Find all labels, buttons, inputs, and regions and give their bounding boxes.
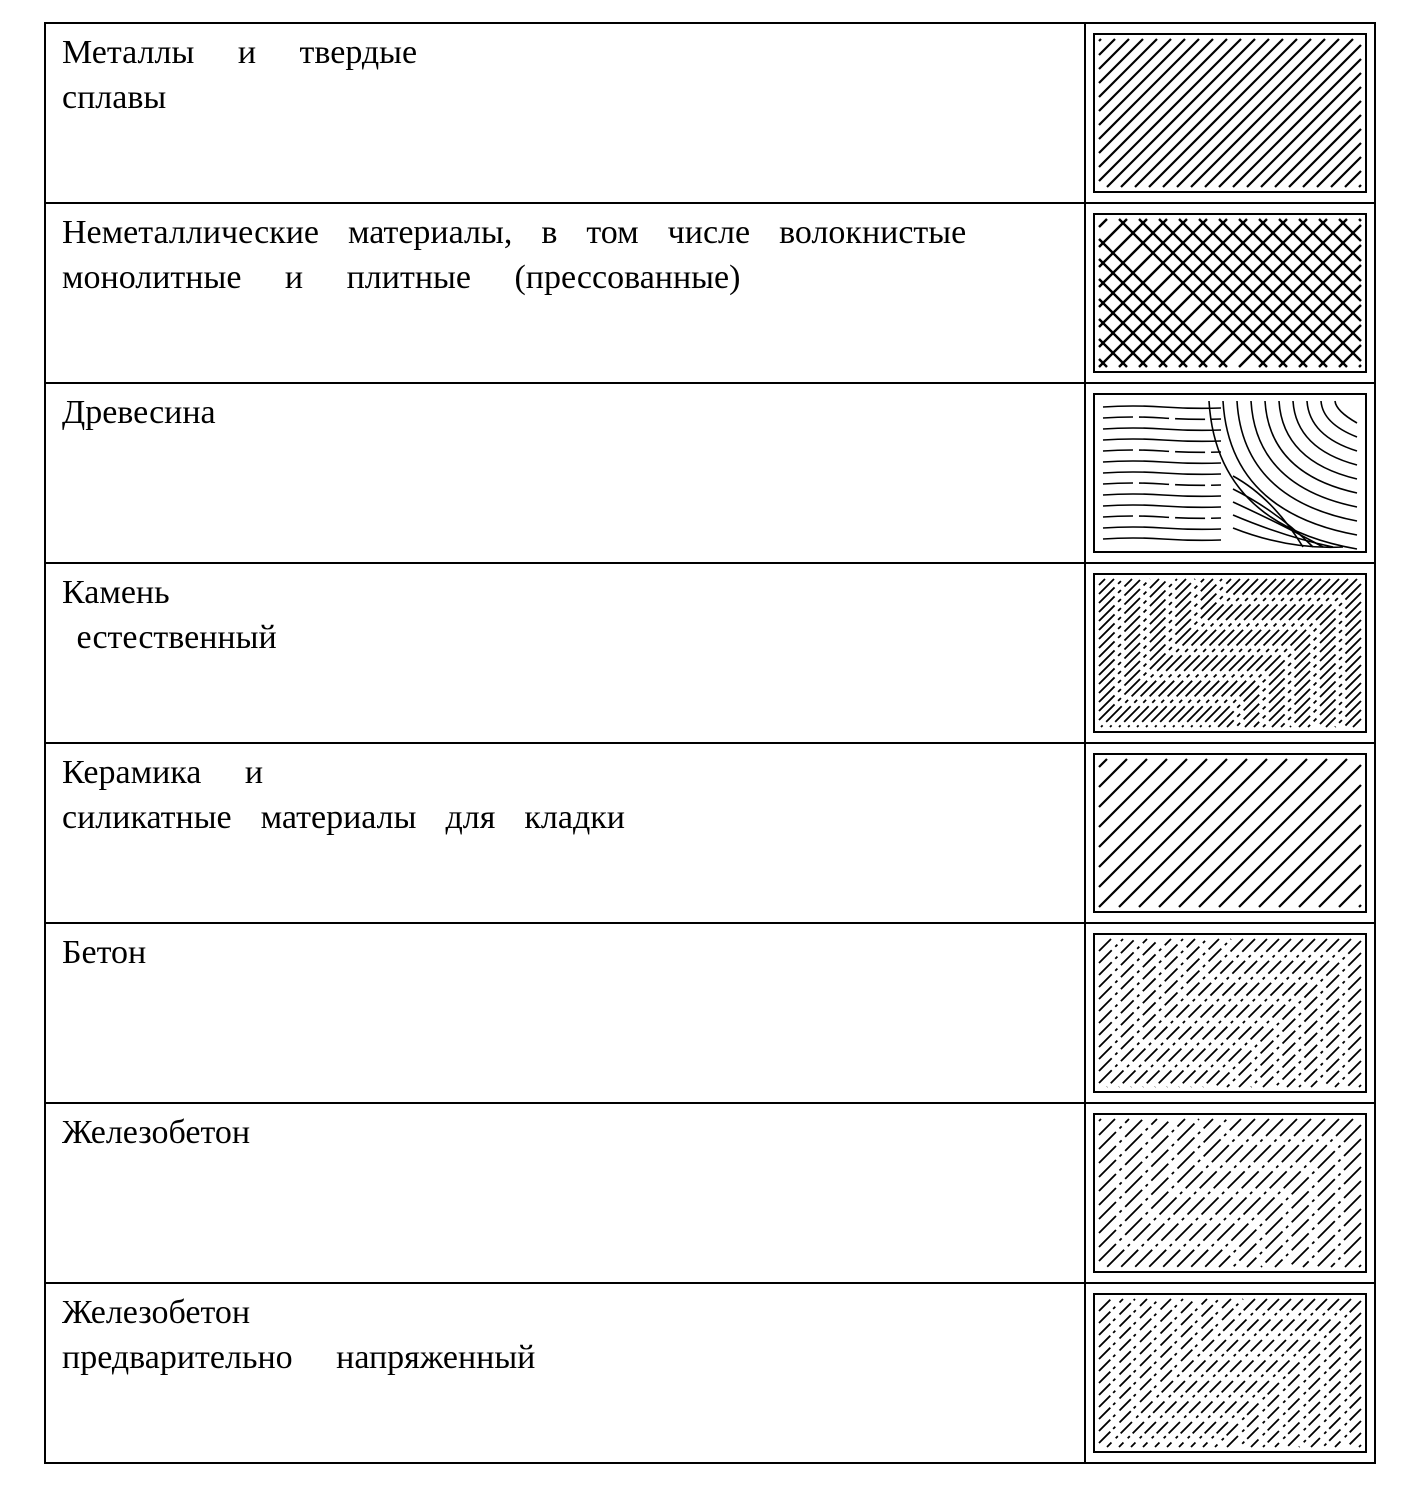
prestressed-concrete-icon: [1093, 1293, 1367, 1453]
hatch-swatch: [1084, 204, 1374, 382]
metal-hatch-icon: [1093, 33, 1367, 193]
material-label: Железобетон предварительно напряженный: [62, 1294, 536, 1376]
material-label: Древесина: [62, 394, 216, 431]
wood-grain-icon: [1093, 393, 1367, 553]
ceramic-hatch-icon: [1093, 753, 1367, 913]
hatch-swatch: [1084, 24, 1374, 202]
table-row: [46, 1282, 1374, 1462]
table-row: [46, 24, 1374, 202]
material-label: Металлы и твердые сплавы: [62, 34, 418, 116]
crosshatch-icon: [1093, 213, 1367, 373]
hatch-swatch: [1084, 1104, 1374, 1282]
hatch-swatch: [1084, 744, 1374, 922]
hatch-swatch: [1084, 384, 1374, 562]
table-row: [46, 1102, 1374, 1282]
material-label: Неметаллические материалы, в том числе волокнистые монолитные и плитные (прессованные): [62, 214, 967, 296]
table-row: [46, 382, 1374, 562]
table-row: [46, 742, 1374, 922]
hatch-swatch: [1084, 564, 1374, 742]
material-label: Бетон: [62, 934, 147, 971]
materials-hatching-table: [44, 22, 1376, 1464]
hatch-swatch: [1084, 1284, 1374, 1462]
natural-stone-icon: [1093, 573, 1367, 733]
material-label: Камень естественный: [62, 574, 277, 656]
table-row: [46, 202, 1374, 382]
table-row: [46, 562, 1374, 742]
material-label: Керамика и силикатные материалы для кладки: [62, 754, 625, 836]
hatch-swatch: [1084, 924, 1374, 1102]
table-row: [46, 922, 1374, 1102]
material-label: Железобетон: [62, 1114, 251, 1151]
reinforced-concrete-icon: [1093, 1113, 1367, 1273]
concrete-icon: [1093, 933, 1367, 1093]
